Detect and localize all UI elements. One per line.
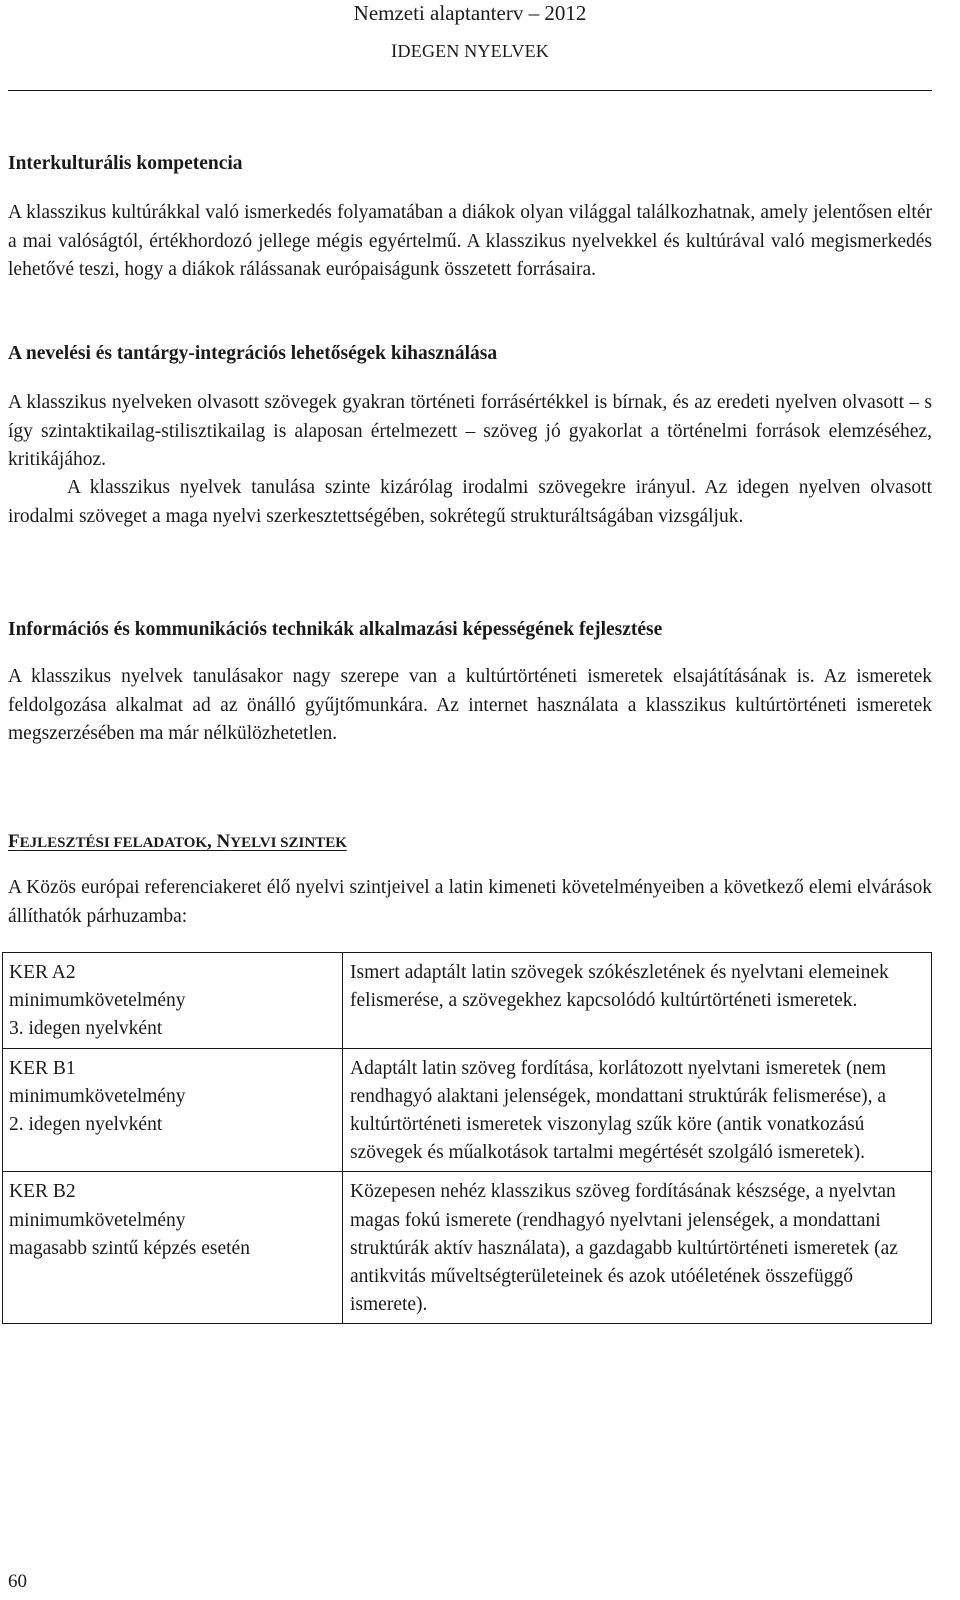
level-code: KER B1 xyxy=(9,1057,76,1079)
heading-part-3: , N xyxy=(207,831,231,852)
level-context: magasabb szintű képzés esetén xyxy=(9,1237,250,1259)
paragraph-ict: A klasszikus nyelvek tanulásakor nagy szerepe van a kultúrtörténeti ismeretek elsajátításának is. Az ismeretek feldolgozása alkalmat ad az önálló gyűjtőmunkára. Az internet használata a klasszikus kultúrtörténeti ismeretek megszerzésében ma már nélkülözhetetlen. xyxy=(8,666,932,744)
heading-development-tasks xyxy=(8,828,347,857)
level-code: KER B2 xyxy=(9,1181,76,1203)
level-cell xyxy=(3,1048,343,1172)
description-cell: Közepesen nehéz klasszikus szöveg fordításának készsége, a nyelvtan magas fokú ismerete (rendhagyó nyelvtani jelenségek, a mondattani struktúrák aktív használata), a gazdagabb kultúrtörténeti ismeretek (az antikvitás műveltségterületeinek és azok utóéletének összefüggő ismerete). xyxy=(343,1172,932,1324)
table-row xyxy=(3,1172,932,1324)
heading-part-4: YELVI SZINTEK xyxy=(230,835,347,851)
heading-intercultural: Interkulturális kompetencia xyxy=(8,153,243,174)
subtitle-rest: DEGEN NYELVEK xyxy=(397,41,549,61)
table-row xyxy=(3,953,932,1049)
description-cell: Ismert adaptált latin szövegek szókészletének és nyelvtani elemeinek felismerése, a szövegekhez kapcsolódó kultúrtörténeti ismeretek. xyxy=(343,953,932,1049)
description-cell: Adaptált latin szöveg fordítása, korlátozott nyelvtani ismeretek (nem rendhagyó alaktani jelenségek, mondattani struktúrák felismerése), a kultúrtörténeti ismeretek viszonylag szűk köre (antik vonatkozású szövegek és műalkotások tartalmi megértését szolgáló ismeretek). xyxy=(343,1048,932,1172)
heading-integration: A nevelési és tantárgy-integrációs lehetőségek kihasználása xyxy=(8,343,498,364)
page-number: 60 xyxy=(8,1571,27,1592)
level-context: 2. idegen nyelvként xyxy=(9,1114,163,1136)
page-header xyxy=(8,0,932,63)
level-requirement: minimumkövetelmény xyxy=(9,1085,186,1107)
heading-part-1: F xyxy=(8,831,20,852)
paragraph-intercultural: A klasszikus kultúrákkal való ismerkedés folyamatában a diákok olyan világgal találkozhatnak, amely jelentősen eltér a mai valóságtól, értékhordozó jellege mégis egyértelmű. A klasszikus nyelvekkel és kultúrával való megismerkedés lehetővé teszi, hogy a diákok rálássanak európaiságunk összetett forrásaira. xyxy=(8,202,932,280)
requirements-table xyxy=(2,952,932,1324)
paragraph-development-tasks: A Közös európai referenciakeret élő nyelvi szintjeivel a latin kimeneti követelményeiben a következő elemi elvárások állíthatók párhuzamba: xyxy=(8,877,932,927)
level-cell xyxy=(3,953,343,1049)
subtitle-initial: I xyxy=(391,41,398,62)
level-code: KER A2 xyxy=(9,962,76,983)
document-subtitle xyxy=(8,40,932,63)
table-row xyxy=(3,1048,932,1172)
level-requirement: minimumkövetelmény xyxy=(9,1209,186,1231)
heading-part-2: EJLESZTÉSI FELADATOK xyxy=(19,835,208,851)
level-cell xyxy=(3,1172,343,1324)
document-title: Nemzeti alaptanterv – 2012 xyxy=(353,1,587,25)
heading-ict: Információs és kommunikációs technikák alkalmazási képességének fejlesztése xyxy=(8,619,663,640)
paragraph-integration-2: A klasszikus nyelvek tanulása szinte kizárólag irodalmi szövegekre irányul. Az idegen nyelven olvasott irodalmi szöveget a maga nyelvi szerkesztettségében, sokrétegű strukturáltságában vizsgáljuk. xyxy=(8,477,932,527)
level-requirement: minimumkövetelmény xyxy=(9,990,186,1012)
paragraph-integration-1: A klasszikus nyelveken olvasott szövegek gyakran történeti forrásértékkel is bírnak, és az eredeti nyelven olvasott – s így szintaktikailag-stilisztikailag is alaposan értelmezett – szöveg jó gyakorlat a történelmi források elemzéséhez, kritikájához. xyxy=(8,392,932,470)
header-rule xyxy=(8,90,932,91)
level-context: 3. idegen nyelvként xyxy=(9,1018,163,1040)
